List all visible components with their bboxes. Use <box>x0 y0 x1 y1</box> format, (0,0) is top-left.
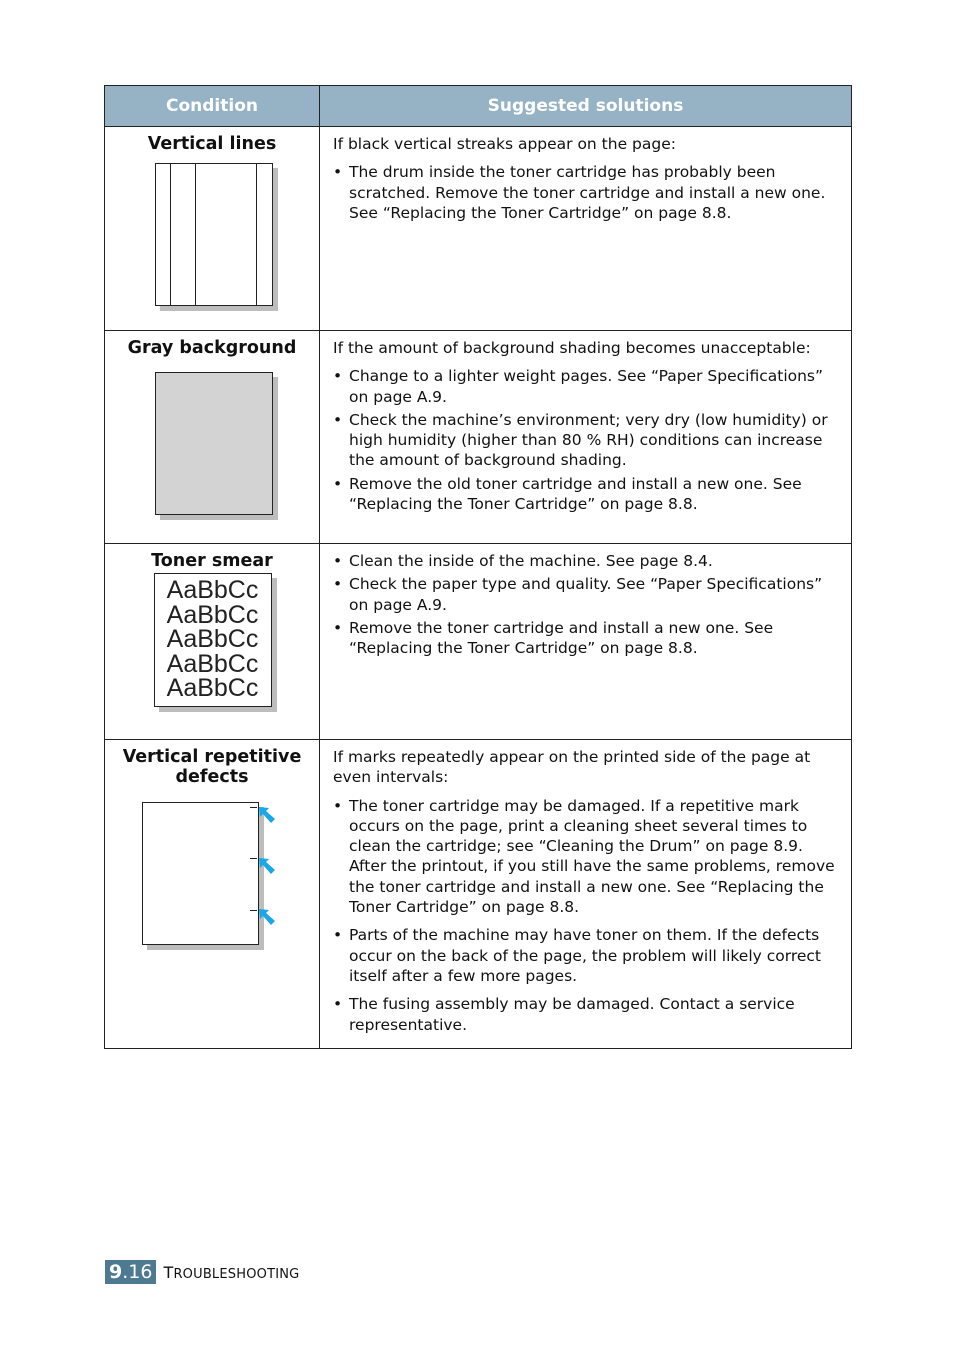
table-row <box>105 127 852 331</box>
sample-line: AaBbCc <box>166 600 259 629</box>
solution-item: • The fusing assembly may be damaged. Contact a service representative. <box>333 994 841 1035</box>
chapter-title-initial: T <box>163 1262 174 1282</box>
solution-item: • The toner cartridge may be damaged. If a repetitive mark occurs on the page, print a cleaning sheet several times to clean the cartridge; see “Cleaning the Drum” on page 8.9. After the printout, if you still have the same problems, remove the toner cartridge and install a new one. See “Replacing the Toner Cartridge” on page 8.8. <box>333 796 841 918</box>
solution-item: • Check the machine’s environment; very dry (low humidity) or high humidity (higher than 80 % RH) conditions can increase the amount of background shading. <box>333 410 841 471</box>
solution-intro: If black vertical streaks appear on the page: <box>333 135 676 153</box>
table-header-row <box>105 86 852 127</box>
solution-item: • The drum inside the toner cartridge has probably been scratched. Remove the toner cartridge and install a new one. See “Replacing the Toner Cartridge” on page 8.8. <box>333 162 841 223</box>
page-footer <box>105 1260 299 1284</box>
page-number-badge <box>105 1260 156 1284</box>
solution-intro: If marks repeatedly appear on the printed side of the page at even intervals: <box>333 748 811 787</box>
condition-label: Vertical lines <box>147 134 277 154</box>
arrow-icon <box>258 857 280 879</box>
chapter-title <box>163 1263 299 1282</box>
condition-label: Vertical repetitive defects <box>122 747 302 787</box>
sample-line: AaBbCc <box>166 576 259 604</box>
sample-line: AaBbCc <box>166 625 259 653</box>
arrow-icon <box>258 806 280 828</box>
arrow-icon <box>258 908 280 930</box>
toner-smear-illustration <box>150 573 275 713</box>
table-row <box>105 740 852 1049</box>
troubleshooting-table <box>104 85 852 1049</box>
solution-item: • Clean the inside of the machine. See page 8.4. <box>333 551 841 571</box>
solution-item: • Remove the old toner cartridge and install a new one. See “Replacing the Toner Cartridge” on page 8.8. <box>333 474 841 515</box>
header-solutions: Suggested solutions <box>320 86 852 127</box>
table-row <box>105 544 852 740</box>
vertical-lines-illustration <box>150 163 275 313</box>
table-row <box>105 331 852 544</box>
sample-line: AaBbCc <box>166 649 259 678</box>
header-condition: Condition <box>105 86 320 127</box>
solution-item: • Change to a lighter weight pages. See “Paper Specifications” on page A.9. <box>333 366 841 407</box>
repetitive-defects-illustration <box>142 802 282 952</box>
page-number: .16 <box>122 1261 153 1283</box>
solution-item: • Parts of the machine may have toner on them. If the defects occur on the back of the page, the problem will likely correct itself after a few more pages. <box>333 925 841 986</box>
chapter-number: 9 <box>109 1261 123 1283</box>
solution-intro: If the amount of background shading becomes unacceptable: <box>333 339 811 357</box>
condition-label: Gray background <box>127 338 297 358</box>
gray-background-illustration <box>150 364 275 514</box>
chapter-title-rest: ROUBLESHOOTING <box>173 1266 300 1282</box>
solution-item: • Remove the toner cartridge and install a new one. See “Replacing the Toner Cartridge” on page 8.8. <box>333 618 841 659</box>
solution-item: • Check the paper type and quality. See “Paper Specifications” on page A.9. <box>333 574 841 615</box>
condition-label: Toner smear <box>151 551 273 571</box>
sample-line: AaBbCc <box>166 674 259 702</box>
